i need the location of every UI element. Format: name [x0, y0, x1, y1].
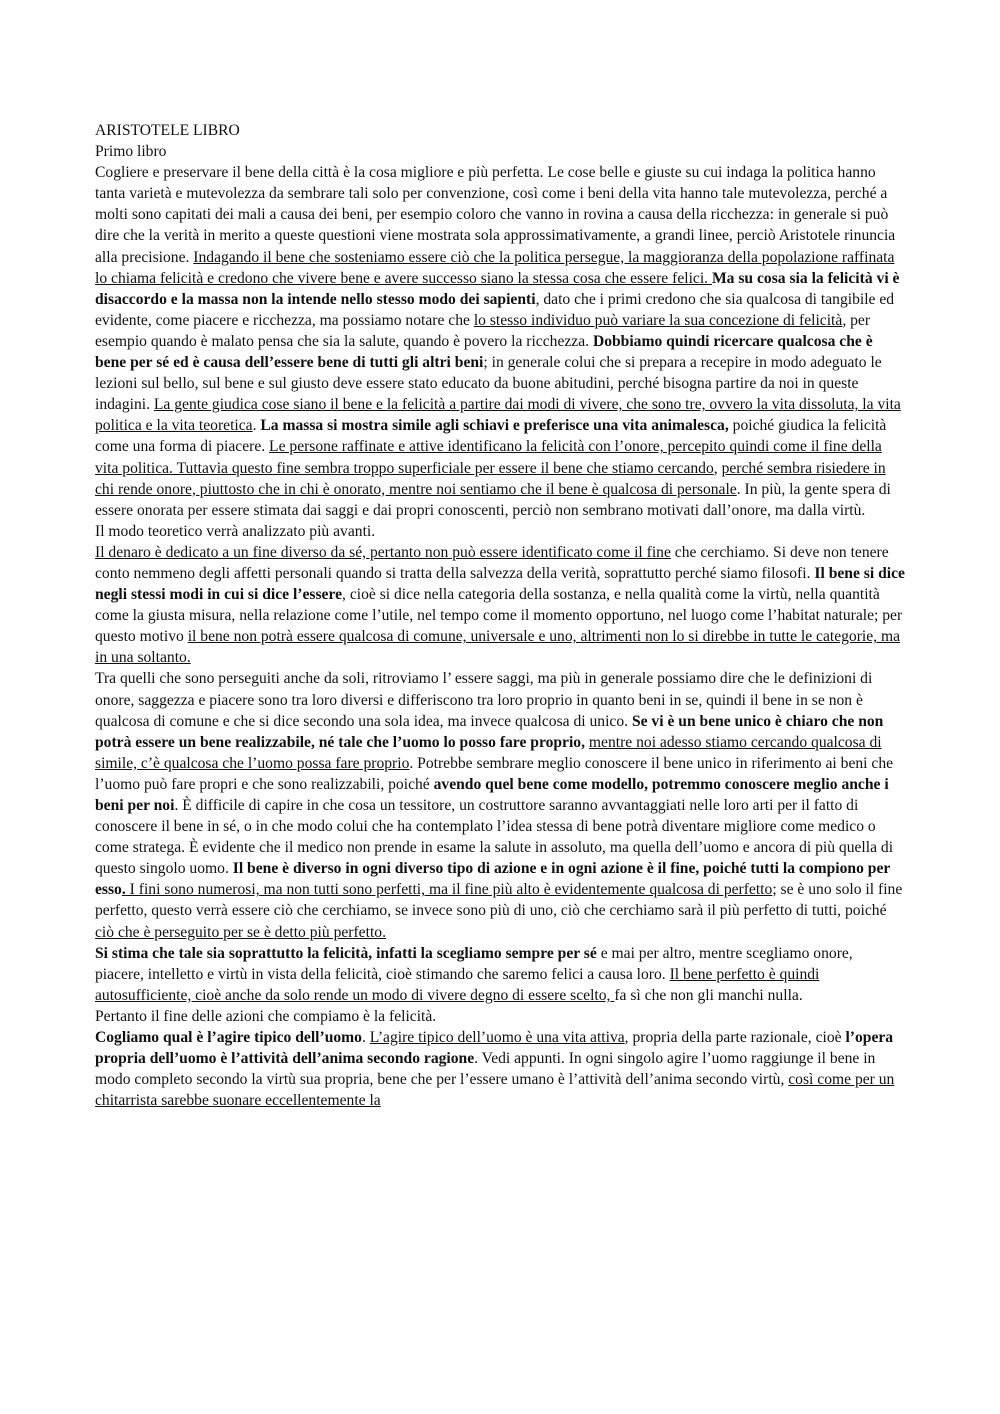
text-segment: Pertanto il fine delle azioni che compiamo è la felicità. [95, 1007, 437, 1025]
text-segment: Ma su cosa sia la felicità vi è disaccordo e la massa non la intende nello stesso modo dei sapienti [95, 269, 900, 308]
text-segment: , cioè si dice nella categoria della sostanza, e nella qualità come la virtù, nella quantità come la giusta misura, nella relazione come l’utile, nel tempo come il momento opportuno, nel luogo come l’habitat naturale; per questo motivo [95, 586, 903, 646]
paragraph [95, 1006, 905, 1027]
text-segment: , propria della parte razionale, cioè [624, 1029, 846, 1047]
text-segment: Se vi è un bene unico è chiaro che non potrà essere un bene realizzabile, né tale che l’uomo lo posso fare proprio, [95, 712, 884, 751]
text-segment: , per esempio quando è malato pensa che sia la salute, quando è povero la ricchezza. [95, 311, 871, 350]
text-segment: Il denaro è dedicato a un fine diverso da sé, pertanto non può essere identificato come il fine [95, 543, 671, 561]
text-segment: Il modo teoretico verrà analizzato più avanti. [95, 522, 376, 540]
paragraph [95, 943, 905, 1006]
text-segment: e mai per altro, mentre scegliamo onore, piacere, intelletto e virtù in vista della felicità, cioè stimando che saremo felici a causa loro. [95, 944, 853, 983]
text-segment: Cogliere e preservare il bene della città è la cosa migliore e più perfetta. Le cose belle e giuste su cui indaga la politica hanno tanta varietà e mutevolezza da sembrare tali solo per convenzione, così come i beni della vita hanno tale mutevolezza, perché a molti sono capitati dei mali a causa dei beni, per esempio coloro che vanno in rovina a causa della ricchezza: in generale si può dire che la verità in merito a queste questioni viene mostrata sola approssimativamente, a grandi linee, perciò Aristotele rinuncia alla precisione. [95, 164, 896, 266]
text-segment: . È difficile di capire in che cosa un tessitore, un costruttore saranno avvantaggiati nelle loro arti per il fatto di conoscere il bene in sé, o in che modo colui che ha contemplato l’idea stessa di bene potrà diventare migliore come medico o come stratega. È evidente che il medico non prende in esame la salute in assoluto, ma quella dell’uomo e ancora di più quella di questo singolo uomo. [95, 797, 894, 878]
text-segment: avendo quel bene come modello, potremmo conoscere meglio anche i beni per noi [95, 775, 889, 814]
text-segment: . [252, 417, 261, 435]
text-segment: Il bene perfetto è quindi autosufficiente, cioè anche da solo rende un modo di vivere degno di essere scelto, [95, 965, 820, 1004]
text-segment: . Vedi appunti. In ogni singolo agire l’uomo raggiunge il bene in modo completo secondo la virtù sua propria, bene che per l’essere umano è l’attività dell’anima secondo virtù, [95, 1050, 876, 1089]
paragraph [95, 162, 905, 521]
paragraph [95, 1027, 905, 1111]
document-title: ARISTOTELE LIBRO [95, 122, 240, 139]
paragraph [95, 668, 905, 942]
text-segment: . In più, la gente spera di essere onorata per essere stimata dai saggi e dai propri conoscenti, perciò non sembrano motivati dall’onore, ma dalla virtù. [95, 480, 891, 519]
text-segment: poiché giudica la felicità come una forma di piacere. [95, 417, 887, 456]
text-segment: L’agire tipico dell’uomo è una vita attiva [369, 1029, 625, 1047]
text-segment: . [361, 1029, 370, 1047]
text-segment: che cerchiamo. Si deve non tenere conto nemmeno degli affetti personali quando si tratta della salvezza della verità, soprattutto perché siamo filosofi. [95, 543, 889, 582]
text-segment: l’opera propria dell’uomo è l’attività dell’anima secondo ragione [95, 1029, 894, 1068]
text-segment: il bene non potrà essere qualcosa di comune, universale e uno, altrimenti non lo si direbbe in tutte le categorie, ma in una soltanto. [95, 628, 901, 667]
text-segment: I fini sono numerosi, ma non tutti sono perfetti, ma il fine più alto è evidentemente qualcosa di perfetto [125, 881, 773, 899]
text-segment: lo stesso individuo può variare la sua concezione di felicità [473, 311, 843, 329]
text-segment: Le persone raffinate e attive identificano la felicità con l’onore, percepito quindi come il fine della vita politica. Tuttavia questo fine sembra troppo superficiale per essere il bene che stiamo cercando [95, 438, 882, 477]
text-segment: ; in generale colui che si prepara a recepire in modo adeguato le lezioni sul bello, sul bene e sul giusto deve essere stato educato da buone abitudini, perché bisogna partire da noi in queste indagini. [95, 354, 882, 414]
text-segment: Il bene è diverso in ogni diverso tipo di azione e in ogni azione è il fine, poiché tutti la compiono per esso [95, 860, 891, 899]
text-segment: così come per un chitarrista sarebbe suonare eccellentemente la [95, 1071, 895, 1110]
text-segment: Cogliamo qual è l’agire tipico dell’uomo [95, 1029, 362, 1047]
text-segment: . [121, 881, 126, 899]
text-segment: Tra quelli che sono perseguiti anche da soli, ritroviamo l’ essere saggi, ma più in generale possiamo dire che le definizioni di onore, saggezza e piacere sono tra loro diversi e differiscono tra loro proprio in quanto beni in se, quindi il bene in se non è qualcosa di comune e che si dice secondo una sola idea, ma invece qualcosa di unico. [95, 670, 873, 730]
text-segment: mentre noi adesso stiamo cercando qualcosa di simile, c’è qualcosa che l’uomo possa fare proprio [95, 733, 882, 772]
document-body [95, 120, 905, 1111]
text-segment: ; se è uno solo il fine perfetto, questo verrà essere ciò che cerchiamo, se invece sono più di uno, ciò che cerchiamo sarà il più perfetto di tutti, poiché [95, 881, 903, 920]
text-segment: La massa si mostra simile agli schiavi e preferisce una vita animalesca, [260, 417, 729, 435]
text-segment: Si stima che tale sia soprattutto la felicità, infatti la scegliamo sempre per sé [95, 944, 597, 962]
text-segment: Il bene si dice negli stessi modi in cui si dice l’essere [95, 564, 905, 604]
document-subtitle: Primo libro [95, 143, 167, 161]
text-segment: , [713, 459, 722, 477]
text-segment: fa sì che non gli manchi nulla. [614, 986, 803, 1004]
text-segment: La gente giudica cose siano il bene e la felicità a partire dai modi di vivere, che sono tre, ovvero la vita dissoluta, la vita politica e la vita teoretica [95, 396, 901, 435]
text-segment: perché sembra risiedere in chi rende onore, piuttosto che in chi è onorato, mentre noi sentiamo che il bene è qualcosa di personale [95, 459, 886, 498]
text-segment: , dato che i primi credono che sia qualcosa di tangibile ed evidente, come piacere e ricchezza, ma possiamo notare che [95, 290, 895, 329]
text-segment: . Potrebbe sembrare meglio conoscere il bene unico in riferimento ai beni che l’uomo può fare propri e che sono realizzabili, poiché [95, 754, 894, 793]
text-segment: Dobbiamo quindi ricercare qualcosa che è bene per sé ed è causa dell’essere bene di tutti gli altri beni [95, 332, 873, 372]
paragraph [95, 521, 905, 542]
text-segment: ciò che è perseguito per se è detto più perfetto. [95, 923, 386, 941]
paragraphs [95, 162, 905, 1111]
paragraph [95, 542, 905, 669]
text-segment: Indagando il bene che sosteniamo essere ciò che la politica persegue, la maggioranza della popolazione raffinata lo chiama felicità e credono che vivere bene e avere successo siano la stessa cosa che essere felici. [95, 248, 895, 287]
